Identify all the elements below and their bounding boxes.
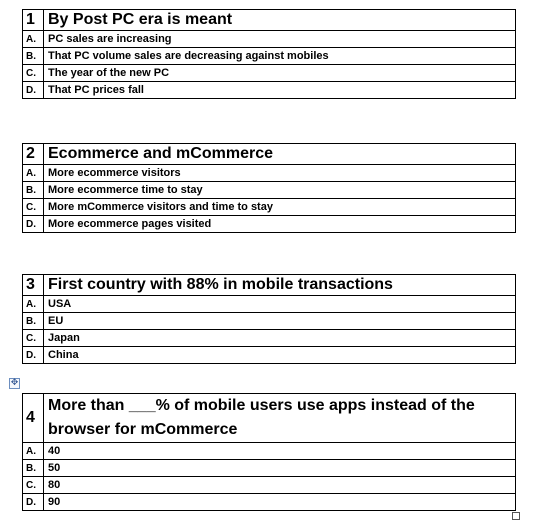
option-text: More ecommerce visitors — [44, 165, 516, 182]
option-text: More ecommerce pages visited — [44, 216, 516, 233]
option-text: The year of the new PC — [44, 65, 516, 82]
option-letter: A. — [23, 296, 44, 313]
question-text: By Post PC era is meant — [44, 10, 516, 31]
option-text: 80 — [44, 477, 516, 494]
option-letter: D. — [23, 82, 44, 99]
question-text: More than ___% of mobile users use apps instead of the browser for mCommerce — [44, 394, 516, 443]
option-letter: A. — [23, 31, 44, 48]
question-1-table — [22, 9, 516, 99]
option-letter: C. — [23, 477, 44, 494]
option-text: Japan — [44, 330, 516, 347]
option-letter: C. — [23, 199, 44, 216]
question-text: Ecommerce and mCommerce — [44, 144, 516, 165]
option-text: 90 — [44, 494, 516, 511]
option-text: PC sales are increasing — [44, 31, 516, 48]
option-letter: D. — [23, 216, 44, 233]
option-text: USA — [44, 296, 516, 313]
option-text: That PC prices fall — [44, 82, 516, 99]
option-letter: C. — [23, 330, 44, 347]
option-letter: A. — [23, 165, 44, 182]
option-text: China — [44, 347, 516, 364]
option-text: 40 — [44, 443, 516, 460]
option-letter: D. — [23, 494, 44, 511]
resize-square-icon[interactable] — [512, 512, 520, 520]
question-number: 2 — [23, 144, 44, 165]
question-2-table — [22, 143, 516, 233]
move-arrows-icon[interactable]: ✥ — [10, 378, 19, 388]
question-number: 3 — [23, 275, 44, 296]
question-number: 4 — [23, 394, 44, 443]
question-number: 1 — [23, 10, 44, 31]
option-letter: B. — [23, 48, 44, 65]
option-text: 50 — [44, 460, 516, 477]
option-letter: B. — [23, 182, 44, 199]
option-text: More ecommerce time to stay — [44, 182, 516, 199]
question-3-table — [22, 274, 516, 364]
question-text: First country with 88% in mobile transactions — [44, 275, 516, 296]
option-text: That PC volume sales are decreasing against mobiles — [44, 48, 516, 65]
option-letter: B. — [23, 460, 44, 477]
option-letter: B. — [23, 313, 44, 330]
option-text: More mCommerce visitors and time to stay — [44, 199, 516, 216]
option-letter: A. — [23, 443, 44, 460]
option-letter: D. — [23, 347, 44, 364]
question-4-table — [22, 393, 516, 511]
option-letter: C. — [23, 65, 44, 82]
option-text: EU — [44, 313, 516, 330]
